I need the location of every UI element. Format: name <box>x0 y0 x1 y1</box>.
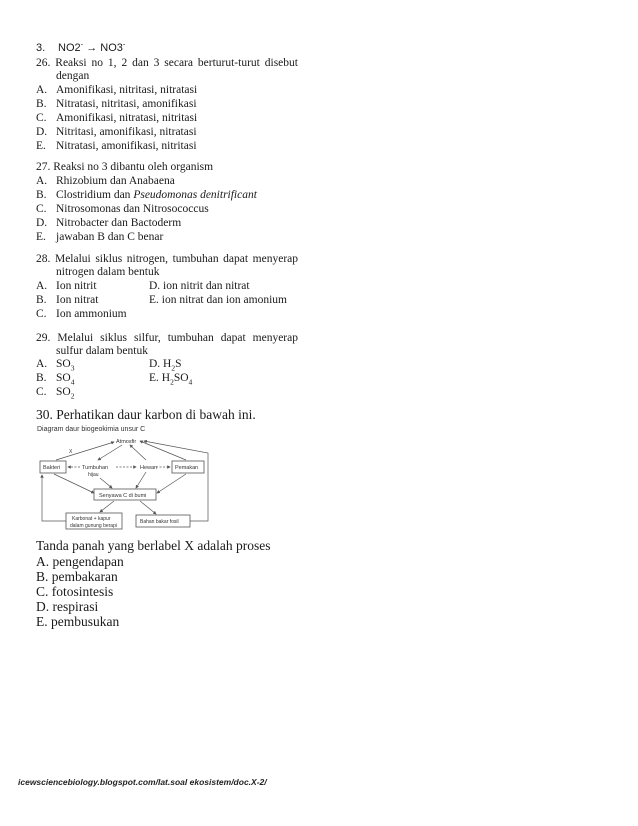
question-26-option-e: E. Nitratasi, amonifikasi, nitritasi <box>36 140 197 152</box>
question-27-option-e: E. jawaban B dan C benar <box>36 231 164 243</box>
diagram-tumbuhan: Tumbuhan <box>82 465 109 471</box>
question-28-option-d: D. ion nitrit dan nitrat <box>149 280 250 292</box>
question-27-option-b: B. Clostridium dan Pseudomonas denitrificant <box>36 189 257 201</box>
diagram-hewan: Hewan <box>140 465 158 471</box>
diagram-atmosfir: Atmosfir <box>116 439 137 445</box>
diagram-karbonat-line2: dalam gunung berapi <box>70 523 117 529</box>
question-29-option-b: B. $SO_4$ <box>36 372 75 387</box>
question-30-option-e: E. pembusukan <box>36 614 120 629</box>
question-29-option-c: C. $SO_2$ <box>36 386 75 401</box>
question-29-option-a: A. $SO_3$ <box>36 358 75 373</box>
question-29-option-e: E. $H_2SO_4$ <box>149 372 193 387</box>
question-27-stem: 27. Reaksi no 3 dibantu oleh organism <box>36 161 214 173</box>
question-30-stem: 30. Perhatikan daur karbon di bawah ini. <box>36 407 256 422</box>
question-30-option-d: D. respirasi <box>36 599 99 614</box>
question-29-stem-cont: sulfur dalam bentuk <box>56 345 148 357</box>
diagram-bakteri: Bakteri <box>43 465 61 471</box>
carbon-cycle-diagram <box>36 423 216 535</box>
diagram-bahan-bakar: Bahan bakar fosil <box>140 519 179 525</box>
question-28-stem-cont: nitrogen dalam bentuk <box>56 266 160 278</box>
diagram-x-label: X <box>69 449 73 455</box>
diagram-pemakan: Pemakan <box>175 465 199 471</box>
question-28-option-a: A. Ion nitrit <box>36 280 97 292</box>
question-28-option-c: C. Ion ammonium <box>36 308 127 320</box>
question-26-stem-cont: dengan <box>56 70 90 82</box>
diagram-hijau: hijau <box>88 472 99 478</box>
question-26-option-b: B. Nitratasi, nitritasi, amonifikasi <box>36 98 197 110</box>
question-26-option-c: C. Amonifikasi, nitratasi, nitritasi <box>36 112 198 124</box>
question-28-option-b: B. Ion nitrat <box>36 294 99 306</box>
question-30-option-c: C. fotosintesis <box>36 584 114 599</box>
question-28-option-e: E. ion nitrat dan ion amonium <box>149 294 287 306</box>
question-27-option-c: C. Nitrosomonas dan Nitrosococcus <box>36 203 209 215</box>
question-26-option-d: D. Nitritasi, amonifikasi, nitratasi <box>36 126 197 138</box>
question-27-option-a: A. Rhizobium dan Anabaena <box>36 175 175 187</box>
question-29-option-d: D. $H_2S$ <box>149 358 182 373</box>
question-30-option-a: A. pengendapan <box>36 554 124 569</box>
diagram-senyawa: Senyawa C di bumi <box>99 493 147 499</box>
diagram-caption: Diagram daur biogeokimia unsur C <box>37 426 146 433</box>
diagram-karbonat-line1: Karbonat + kapur <box>72 516 111 522</box>
right-arrow-icon: → <box>86 42 98 54</box>
question-29-stem: 29. Melalui siklus silfur, tumbuhan dapat menyerap <box>36 332 298 344</box>
item-3: 3. NO2- → NO3- <box>36 39 126 54</box>
question-30-option-b: B. pembakaran <box>36 569 118 584</box>
question-26-option-a: A. Amonifikasi, nitritasi, nitratasi <box>36 84 198 96</box>
question-30-prompt: Tanda panah yang berlabel X adalah proses <box>36 538 271 553</box>
question-27-option-d: D. Nitrobacter dan Bactoderm <box>36 217 182 229</box>
footer-source: icewsciencebiology.blogspot.com/lat.soal ekosistem/doc.X-2/ <box>18 777 267 787</box>
question-26-stem: 26. Reaksi no 1, 2 dan 3 secara berturut-turut disebut <box>36 57 298 69</box>
question-28-stem: 28. Melalui siklus nitrogen, tumbuhan dapat menyerap <box>36 253 298 265</box>
